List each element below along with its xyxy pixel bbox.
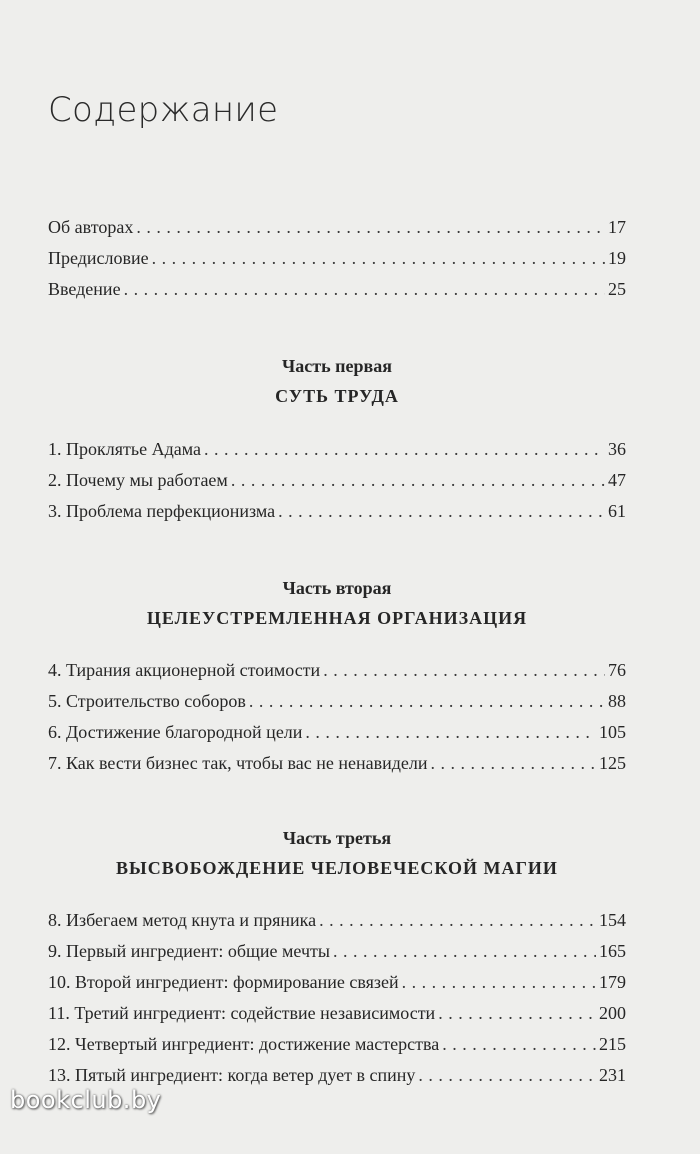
dot-leader (333, 936, 596, 967)
part-title: ВЫСВОБОЖДЕНИЕ ЧЕЛОВЕЧЕСКОЙ МАГИИ (116, 858, 558, 878)
toc-entry-label: 12. Четвертый ингредиент: достижение мастерства (48, 1034, 440, 1054)
toc-entry-chapter-11 (48, 998, 626, 1029)
dot-leader (124, 274, 605, 305)
toc-entry-label: 7. Как вести бизнес так, чтобы вас не ненавидели (48, 753, 428, 773)
toc-entry-label: 2. Почему мы работаем (48, 470, 228, 490)
toc-entry-chapter-2 (48, 465, 626, 496)
toc-entry-chapter-6 (48, 717, 626, 748)
toc-entry-label: 5. Строительство соборов (48, 691, 246, 711)
toc-entry-page: 125 (599, 753, 626, 773)
part-title: СУТЬ ТРУДА (275, 386, 399, 406)
toc-entry-about-authors (48, 212, 626, 243)
dot-leader (152, 243, 605, 274)
toc-entry-chapter-1 (48, 434, 626, 465)
toc-entry-label: Введение (48, 279, 121, 299)
dot-leader (431, 748, 596, 779)
part-2-chapters (48, 655, 626, 779)
toc-entry-page: 61 (608, 501, 626, 521)
toc-entry-label: 8. Избегаем метод кнута и пряника (48, 910, 317, 930)
dot-leader (249, 686, 605, 717)
toc-entry-page: 154 (599, 910, 626, 930)
toc-entry-introduction (48, 274, 626, 305)
toc-entry-page: 105 (599, 722, 626, 742)
part-2-heading (48, 576, 626, 632)
toc-entry-chapter-3 (48, 496, 626, 527)
page-title: Содержание (48, 90, 279, 130)
toc-entry-chapter-5 (48, 686, 626, 717)
toc-entry-page: 36 (608, 439, 626, 459)
part-label: Часть первая (282, 356, 392, 376)
toc-entry-preface (48, 243, 626, 274)
part-1-chapters (48, 434, 626, 527)
toc-entry-page: 25 (608, 279, 626, 299)
dot-leader (442, 1029, 596, 1060)
toc-entry-label: 3. Проблема перфекционизма (48, 501, 276, 521)
part-3-heading (48, 826, 626, 882)
dot-leader (305, 717, 596, 748)
toc-entry-chapter-10 (48, 967, 626, 998)
dot-leader (402, 967, 596, 998)
toc-entry-label: 6. Достижение благородной цели (48, 722, 303, 742)
dot-leader (319, 905, 596, 936)
dot-leader (278, 496, 605, 527)
toc-entry-page: 47 (608, 470, 626, 490)
toc-entry-label: 13. Пятый ингредиент: когда ветер дует в спину (48, 1065, 416, 1085)
toc-entry-page: 179 (599, 972, 626, 992)
part-label: Часть третья (282, 828, 392, 848)
toc-entry-page: 76 (608, 660, 626, 680)
toc-entry-page: 88 (608, 691, 626, 711)
part-1-heading (48, 354, 626, 410)
toc-entry-label: 4. Тирания акционерной стоимости (48, 660, 321, 680)
dot-leader (231, 465, 605, 496)
toc-entry-label: 11. Третий ингредиент: содействие независимости (48, 1003, 436, 1023)
toc-entry-chapter-8 (48, 905, 626, 936)
dot-leader (204, 434, 605, 465)
watermark-logo: bookclub.by (10, 1086, 162, 1114)
toc-entry-label: Предисловие (48, 248, 149, 268)
dot-leader (418, 1060, 596, 1091)
front-matter-list (48, 212, 626, 305)
toc-entry-chapter-12 (48, 1029, 626, 1060)
toc-entry-label: 1. Проклятье Адама (48, 439, 201, 459)
toc-entry-label: 10. Второй ингредиент: формирование связей (48, 972, 399, 992)
dot-leader (136, 212, 605, 243)
toc-entry-page: 19 (608, 248, 626, 268)
toc-entry-label: 9. Первый ингредиент: общие мечты (48, 941, 330, 961)
part-3-chapters (48, 905, 626, 1091)
part-label: Часть вторая (282, 578, 392, 598)
dot-leader (438, 998, 596, 1029)
toc-entry-chapter-4 (48, 655, 626, 686)
toc-entry-label: Об авторах (48, 217, 134, 237)
toc-entry-page: 17 (608, 217, 626, 237)
toc-entry-chapter-7 (48, 748, 626, 779)
toc-entry-page: 165 (599, 941, 626, 961)
dot-leader (323, 655, 605, 686)
toc-entry-page: 231 (599, 1065, 626, 1085)
toc-entry-page: 215 (599, 1034, 626, 1054)
part-title: ЦЕЛЕУСТРЕМЛЕННАЯ ОРГАНИЗАЦИЯ (146, 608, 528, 628)
toc-entry-chapter-9 (48, 936, 626, 967)
toc-entry-page: 200 (599, 1003, 626, 1023)
